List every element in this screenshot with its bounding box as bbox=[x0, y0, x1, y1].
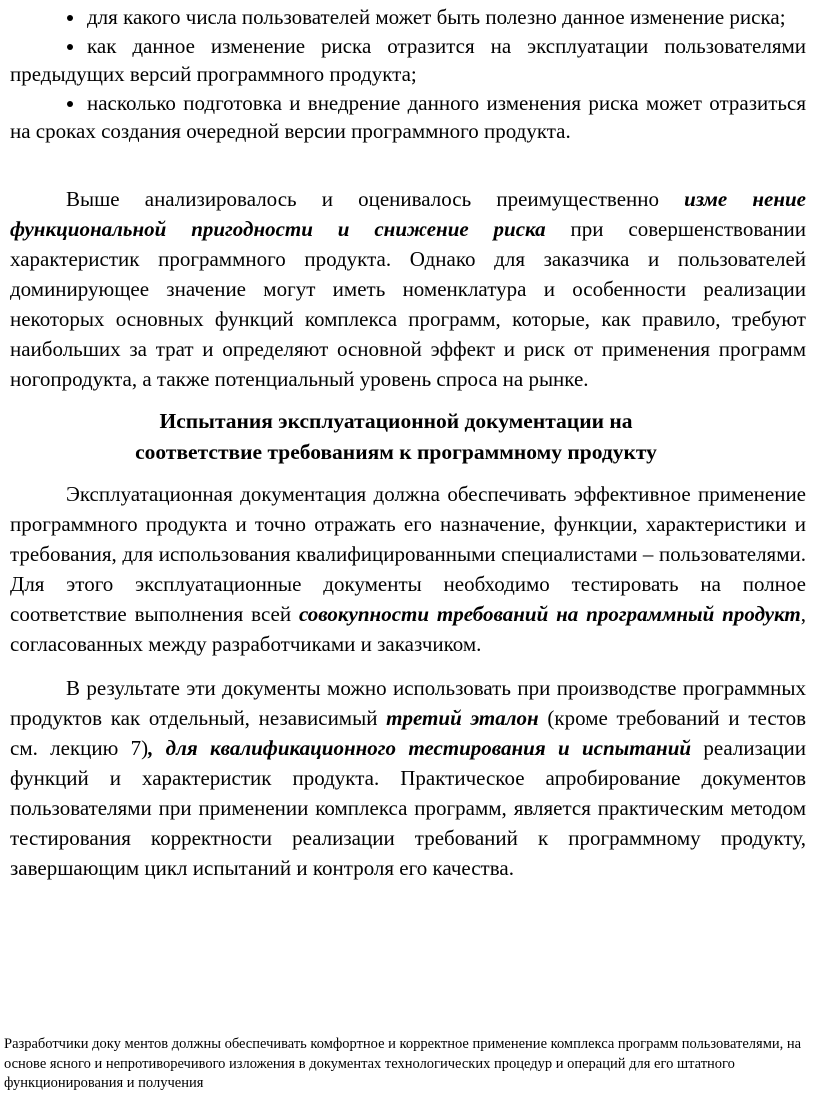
emphasis-text: изме нение функциональной пригодности и снижение риска bbox=[10, 186, 806, 241]
text-run: В результате эти документы можно использовать при производстве программных продуктов как отдельный, независимый bbox=[10, 675, 806, 730]
emphasis-text: третий эталон bbox=[386, 705, 539, 730]
section-heading bbox=[10, 406, 806, 468]
paragraph-third-standard bbox=[10, 673, 806, 883]
paragraph-operational-documentation bbox=[10, 479, 806, 659]
bullet-text: как данное изменение риска отразится на эксплуатации пользователями предыдущих версий программного продукта; bbox=[10, 33, 806, 86]
emphasis-text: , для квалификационного тестирования и испытаний bbox=[148, 735, 692, 760]
footnote: Разработчики доку ментов должны обеспечивать комфортное и корректное применение комплекса программ пользователями, на основе ясного и непротиворечивого изложения в документах технологических процедур и операций для его штатного функционирования и получения bbox=[4, 1036, 802, 1091]
heading-line-1: Испытания эксплуатационной документации на bbox=[159, 408, 633, 433]
bullet-text: насколько подготовка и внедрение данного изменения риска может отразиться на сроках создания очередной версии программного продукта. bbox=[10, 90, 806, 143]
bullet-icon bbox=[67, 44, 73, 50]
text-run: Эксплуатационная документация должна обеспечивать эффективное применение программного продукта и точно отражать его назначение, функции, характеристики и требования, для использования квалифицированными специалистами – пользователями. Для этого эксплуатационные документы необходимо тестировать на полное соответствие выполнения всей bbox=[10, 481, 806, 626]
list-item bbox=[10, 89, 806, 146]
bullet-icon bbox=[67, 15, 73, 21]
text-run: при совершенствовании характеристик программного продукта. Однако для заказчика и пользователей доминирующее значение могут иметь номенклатура и особенности реализации некоторых основных функций комплекса программ, которые, как правило, требуют наибольших за трат и определяют основной эффект и риск от применения программ ногопродукта, а также потенциальный уровень спроса на рынке. bbox=[10, 216, 806, 391]
bullet-icon bbox=[67, 101, 73, 107]
bullet-text: для какого числа пользователей может быть полезно данное изменение риска; bbox=[87, 5, 786, 29]
list-item bbox=[10, 32, 806, 89]
bullet-list bbox=[10, 0, 806, 146]
text-run: , согласованных между разработчиками и заказчиком. bbox=[10, 601, 806, 656]
list-item bbox=[10, 3, 806, 32]
text-run: реализации функций и характеристик продукта. Практическое апробирование документов пользователями при применении комплекса программ, является практическим методом тестирования корректности реализации требований к программному продукту, завершающим цикл испытаний и контроля его качества. bbox=[10, 735, 806, 880]
emphasis-text: совокупности требований на программный продукт bbox=[298, 601, 801, 626]
paragraph-functional-suitability bbox=[10, 184, 806, 394]
text-run: (кроме требований и тестов см. лекцию 7) bbox=[10, 705, 806, 760]
heading-line-2: соответствие требованиям к программному продукту bbox=[135, 439, 657, 464]
text-run: Выше анализировалось и оценивалось преимущественно bbox=[66, 186, 685, 211]
